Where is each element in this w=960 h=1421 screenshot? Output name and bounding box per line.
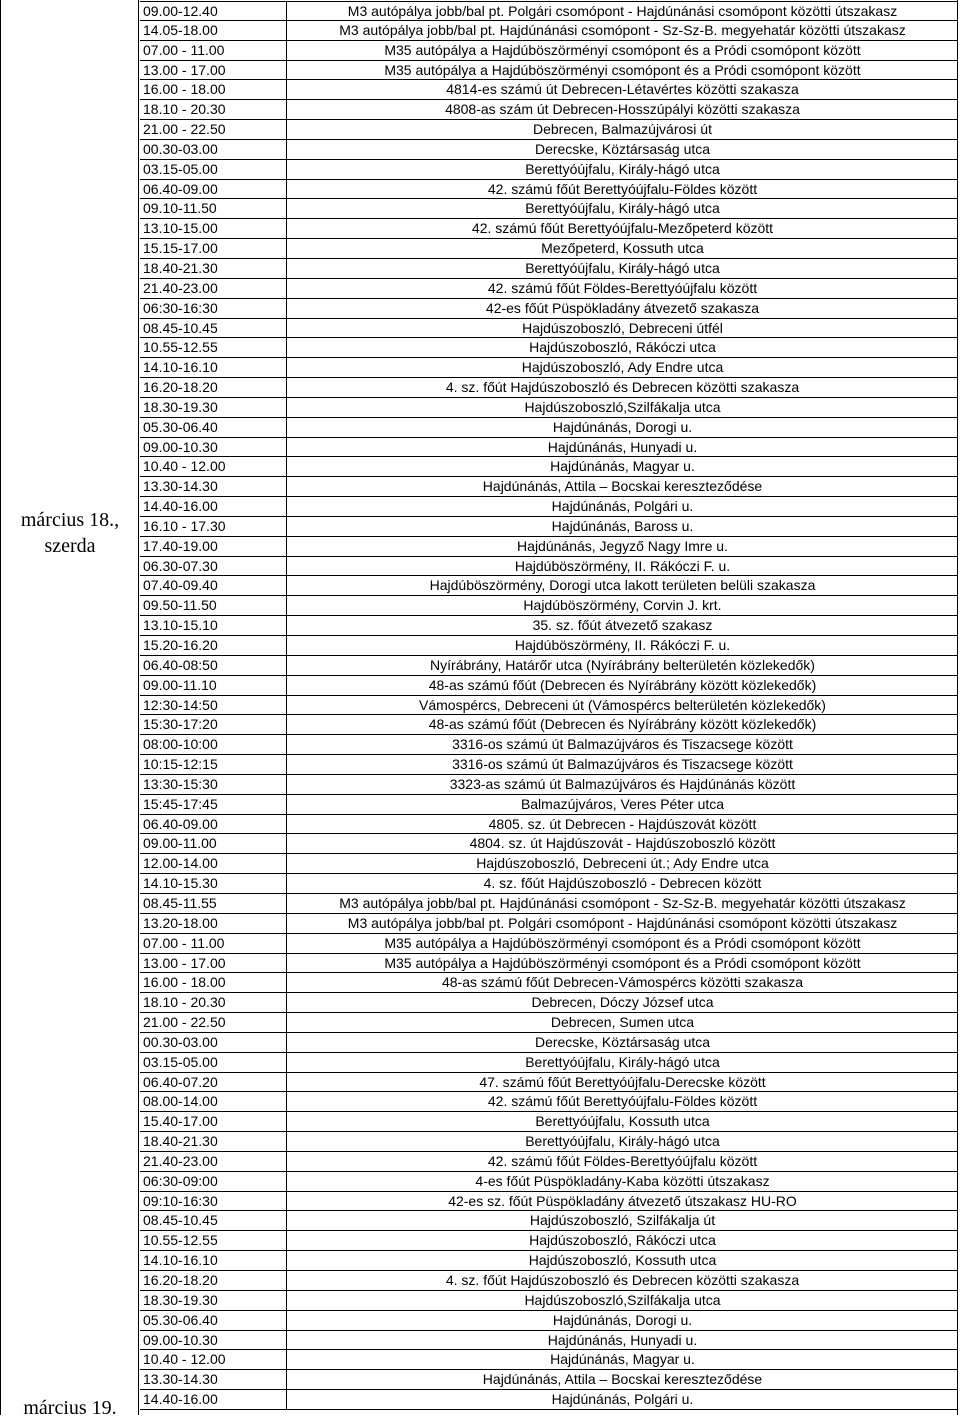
location-cell: 42. számú főút Földes-Berettyóújfalu között (487, 1152, 758, 1169)
time-cell: 09.10-11.50 (140, 199, 287, 218)
time-cell: 18.30-19.30 (140, 398, 287, 417)
location-cell: Hajdúnánás, Hunyadi u. (547, 1331, 698, 1348)
location-cell: Hajdúböszörmény, II. Rákóczi F. u. (514, 637, 731, 653)
time-cell: 18.40-21.30 (140, 1132, 287, 1151)
table-row (140, 1013, 958, 1033)
time-cell: 05.30-06.40 (140, 418, 287, 437)
time-cell: 15.20-16.20 (140, 636, 287, 655)
time-cell: 10.55-12.55 (140, 338, 287, 357)
location-cell: Hajdúszoboszló, Rákóczi utca (529, 1232, 716, 1249)
table-row (140, 973, 958, 993)
table-row (140, 219, 958, 239)
location-cell: 4805. sz. út Debrecen - Hajdúszovát között (488, 815, 757, 832)
time-cell: 00.30-03.00 (140, 1033, 287, 1052)
time-cell: 14.10-16.10 (140, 358, 287, 377)
table-row (140, 954, 958, 974)
time-cell: 09.00-10.30 (140, 438, 287, 457)
time-cell: 10.40 - 12.00 (140, 457, 287, 476)
location-cell: Derecske, Köztársaság utca (534, 1033, 711, 1050)
table-row (140, 1132, 958, 1152)
location-cell: 48-as számú főút (Debrecen és Nyírábrány között közlekedők) (428, 716, 817, 733)
location-cell: Berettyóújfalu, Király-hágó utca (525, 200, 720, 217)
table-row (140, 1172, 958, 1192)
time-cell: 06.40-08:50 (140, 656, 287, 675)
left-border-line (0, 0, 1, 1415)
table-row (140, 457, 958, 477)
location-cell: Hajdúszoboszló, Debreceni út.; Ady Endre utca (476, 855, 769, 872)
time-cell: 05.30-06.40 (140, 1311, 287, 1330)
table-row (140, 41, 958, 61)
time-cell: 13.30-14.30 (140, 1370, 287, 1389)
location-cell: 4. sz. főút Hajdúszoboszló - Debrecen között (483, 875, 762, 892)
location-cell: Berettyóújfalu, Király-hágó utca (525, 1053, 720, 1070)
table-row (140, 993, 958, 1013)
time-cell: 08.45-11.55 (140, 894, 287, 913)
table-row (140, 358, 958, 378)
time-cell: 08:00-10:00 (140, 735, 287, 754)
table-row (140, 914, 958, 934)
time-cell: 21.40-23.00 (140, 1152, 287, 1171)
time-cell: 06.40-09.00 (140, 815, 287, 834)
location-cell: Hajdúnánás, Polgári u. (551, 1391, 694, 1408)
location-cell: Hajdúnánás, Polgári u. (551, 498, 694, 515)
location-cell: Hajdúszoboszló, Debreceni útfél (522, 319, 723, 336)
location-cell: 48-as számú főút (Debrecen és Nyírábrány között közlekedők) (428, 676, 817, 693)
table-row (140, 279, 958, 299)
table-row (140, 1053, 958, 1073)
time-cell: 06.40-09.00 (140, 180, 287, 199)
table-row (140, 537, 958, 557)
time-cell: 16.00 - 18.00 (140, 80, 287, 99)
location-cell: Hajdúnánás, Attila – Bocskai kereszteződése (482, 1371, 763, 1388)
location-cell: M3 autópálya jobb/bal pt. Hajdúnánási csomópont - Sz-Sz-B. megyehatár közötti útszakasz (339, 21, 906, 38)
location-cell: Hajdúnánás, Magyar u. (550, 1351, 695, 1368)
time-cell: 07.40-09.40 (140, 576, 287, 595)
location-cell: M35 autópálya a Hajdúböszörményi csomópont és a Pródi csomópont között (384, 61, 861, 78)
location-cell: 3323-as számú út Balmazújváros és Hajdúnánás között (449, 775, 796, 792)
table-row (140, 834, 958, 854)
table-row (140, 735, 958, 755)
time-cell: 07.00 - 11.00 (140, 41, 287, 60)
time-cell: 13.30-14.30 (140, 477, 287, 496)
location-cell: 4808-as szám út Debrecen-Hosszúpályi közötti szakasza (445, 101, 800, 118)
location-cell: M3 autópálya jobb/bal pt. Hajdúnánási csomópont - Sz-Sz-B. megyehatár közötti útszakasz (339, 894, 906, 911)
time-cell: 13.00 - 17.00 (140, 954, 287, 973)
time-cell: 14.10-15.30 (140, 874, 287, 893)
table-row (140, 517, 958, 537)
date-cell-march-18 (6, 507, 134, 559)
table-row (140, 61, 958, 81)
time-cell: 14.10-16.10 (140, 1251, 287, 1270)
time-cell: 09.00-11.00 (140, 834, 287, 853)
location-cell: Berettyóújfalu, Király-hágó utca (525, 160, 720, 177)
location-cell: Vámospércs, Debreceni út (Vámospércs belterületén közlekedők) (419, 696, 826, 713)
location-cell: Hajdúnánás, Hunyadi u. (547, 438, 698, 455)
time-cell: 13.20-18.00 (140, 914, 287, 933)
location-cell: 42-es sz. főút Püspökladány átvezető útszakasz HU-RO (448, 1192, 797, 1209)
location-cell: Hajdúböszörmény, II. Rákóczi F. u. (514, 557, 731, 574)
time-cell: 09.00-12.40 (140, 2, 287, 20)
table-row (140, 715, 958, 735)
location-cell: M35 autópálya a Hajdúböszörményi csomópont és a Pródi csomópont között (384, 954, 861, 971)
date-label-march-19: március 19. (23, 1397, 117, 1419)
location-cell: Hajdúnánás, Jegyző Nagy Imre u. (517, 537, 728, 554)
time-cell: 09.00-10.30 (140, 1331, 287, 1350)
table-row (140, 874, 958, 894)
table-row (140, 854, 958, 874)
time-cell: 15:45-17:45 (140, 795, 287, 814)
table-row (140, 557, 958, 577)
time-cell: 21.40-23.00 (140, 279, 287, 298)
time-cell: 18.30-19.30 (140, 1291, 287, 1310)
table-row (140, 180, 958, 200)
table-row (140, 100, 958, 120)
time-cell: 14.40-16.00 (140, 1390, 287, 1409)
location-cell: Berettyóújfalu, Király-hágó utca (525, 259, 720, 276)
location-cell: Hajdúnánás, Attila – Bocskai kereszteződése (482, 478, 763, 495)
time-cell: 00.30-03.00 (140, 140, 287, 159)
time-cell: 18.10 - 20.30 (140, 993, 287, 1012)
location-cell: Hajdúnánás, Magyar u. (550, 458, 695, 475)
time-cell: 15.15-17.00 (140, 239, 287, 258)
table-row (140, 755, 958, 775)
table-row (140, 656, 958, 676)
table-row (140, 775, 958, 795)
table-row (140, 398, 958, 418)
table-row (140, 636, 958, 656)
time-cell: 06:30-09:00 (140, 1172, 287, 1191)
table-row (140, 21, 958, 41)
table-row (140, 418, 958, 438)
time-cell: 10.55-12.55 (140, 1231, 287, 1250)
table-row (140, 815, 958, 835)
table-row (140, 1, 958, 21)
table-row (140, 1390, 958, 1410)
time-cell: 09:10-16:30 (140, 1192, 287, 1211)
location-cell: 42. számú főút Berettyóújfalu-Mezőpeterd között (471, 220, 774, 237)
time-cell: 15:30-17:20 (140, 715, 287, 734)
time-cell: 03.15-05.00 (140, 1053, 287, 1072)
table-row (140, 1092, 958, 1112)
table-row (140, 319, 958, 339)
table-row (140, 1112, 958, 1132)
location-cell: Derecske, Köztársaság utca (534, 140, 711, 157)
table-row (140, 1211, 958, 1231)
date-label-march-18: március 18., szerda (20, 509, 120, 557)
table-row (140, 497, 958, 517)
location-cell: 4. sz. főút Hajdúszoboszló és Debrecen közötti szakasza (445, 1272, 800, 1288)
table-row (140, 259, 958, 279)
table-row (140, 1033, 958, 1053)
location-cell: Debrecen, Dóczy József utca (531, 994, 714, 1011)
location-cell: Hajdúszoboszló, Szilfákalja út (529, 1212, 716, 1229)
time-cell: 13.10-15.10 (140, 616, 287, 635)
location-cell: 4804. sz. út Hajdúszovát - Hajdúszoboszló között (469, 835, 776, 852)
table-row (140, 1291, 958, 1311)
time-cell: 15.40-17.00 (140, 1112, 287, 1131)
time-cell: 07.00 - 11.00 (140, 934, 287, 953)
time-cell: 21.00 - 22.50 (140, 1013, 287, 1032)
table-row (140, 378, 958, 398)
date-divider-line (138, 0, 139, 1415)
location-cell: M35 autópálya a Hajdúböszörményi csomópont és a Pródi csomópont között (384, 934, 861, 951)
time-cell: 14.05-18.00 (140, 21, 287, 40)
time-cell: 18.10 - 20.30 (140, 100, 287, 119)
table-row (140, 1251, 958, 1271)
table-row (140, 795, 958, 815)
table-row (140, 894, 958, 914)
time-cell: 10:15-12:15 (140, 755, 287, 774)
table-row (140, 1271, 958, 1291)
time-cell: 16.20-18.20 (140, 378, 287, 397)
location-cell: 4-es főút Püspökladány-Kaba közötti útszakasz (475, 1172, 770, 1189)
table-row (140, 239, 958, 259)
time-cell: 18.40-21.30 (140, 259, 287, 278)
location-cell: 4. sz. főút Hajdúszoboszló és Debrecen közötti szakasza (445, 379, 800, 396)
location-cell: 4814-es számú út Debrecen-Létavértes közötti szakasza (446, 81, 799, 98)
table-row (140, 160, 958, 180)
time-cell: 13.10-15.00 (140, 219, 287, 238)
location-cell: Debrecen, Balmazújvárosi út (533, 121, 712, 138)
table-row (140, 120, 958, 140)
time-cell: 21.00 - 22.50 (140, 120, 287, 139)
table-row (140, 1192, 958, 1212)
time-cell: 08.00-14.00 (140, 1092, 287, 1111)
location-cell: 48-as számú főút Debrecen-Vámospércs közötti szakasza (441, 974, 804, 991)
location-cell: 3316-os számú út Balmazújváros és Tiszacsege között (452, 736, 793, 753)
location-cell: Debrecen, Sumen utca (550, 1014, 695, 1031)
time-cell: 12:30-14:50 (140, 696, 287, 715)
table-row (140, 80, 958, 100)
table-row (140, 1370, 958, 1390)
location-cell: Berettyóújfalu, Kossuth utca (535, 1113, 710, 1130)
date-cell-march-19 (6, 1395, 134, 1421)
schedule-table (140, 1, 958, 1410)
time-cell: 03.15-05.00 (140, 160, 287, 179)
location-cell: M35 autópálya a Hajdúböszörményi csomópont és a Pródi csomópont között (384, 41, 861, 58)
table-row (140, 676, 958, 696)
time-cell: 17.40-19.00 (140, 537, 287, 556)
table-row (140, 1331, 958, 1351)
time-cell: 10.40 - 12.00 (140, 1350, 287, 1369)
location-cell: 42. számú főút Földes-Berettyóújfalu között (487, 279, 758, 296)
location-cell: Hajdúnánás, Baross u. (551, 517, 694, 534)
time-cell: 14.40-16.00 (140, 497, 287, 516)
time-cell: 12.00-14.00 (140, 854, 287, 873)
location-cell: Berettyóújfalu, Király-hágó utca (525, 1133, 720, 1150)
time-cell: 09.00-11.10 (140, 676, 287, 695)
table-row (140, 596, 958, 616)
table-row (140, 1231, 958, 1251)
time-cell: 16.00 - 18.00 (140, 973, 287, 992)
time-cell: 16.20-18.20 (140, 1271, 287, 1290)
table-row (140, 199, 958, 219)
table-row (140, 299, 958, 319)
table-row (140, 1311, 958, 1331)
table-row (140, 1073, 958, 1093)
time-cell: 06:30-16:30 (140, 299, 287, 318)
table-row (140, 696, 958, 716)
time-cell: 08.45-10.45 (140, 319, 287, 338)
location-cell: Hajdúnánás, Dorogi u. (552, 418, 693, 435)
location-cell: Hajdúszoboszló, Kossuth utca (528, 1252, 717, 1269)
location-cell: Nyírábrány, Határőr utca (Nyírábrány belterületén közlekedők) (430, 656, 815, 673)
location-cell: 42-es főút Püspökladány átvezető szakasza (485, 299, 760, 316)
location-cell: 3316-os számú út Balmazújváros és Tiszacsege között (452, 756, 793, 773)
time-cell: 13:30-15:30 (140, 775, 287, 794)
time-cell: 06.40-07.20 (140, 1073, 287, 1092)
table-row (140, 438, 958, 458)
location-cell: M3 autópálya jobb/bal pt. Polgári csomópont - Hajdúnánási csomópont közötti útszakasz (347, 3, 898, 19)
time-cell: 08.45-10.45 (140, 1211, 287, 1230)
location-cell: Hajdúnánás, Dorogi u. (552, 1311, 693, 1328)
time-cell: 16.10 - 17.30 (140, 517, 287, 536)
table-row (140, 616, 958, 636)
time-cell: 13.00 - 17.00 (140, 61, 287, 80)
table-row (140, 477, 958, 497)
location-cell: 42. számú főút Berettyóújfalu-Földes között (487, 1093, 758, 1110)
table-row (140, 1350, 958, 1370)
location-cell: M3 autópálya jobb/bal pt. Polgári csomópont - Hajdúnánási csomópont közötti útszakasz (347, 914, 898, 931)
time-cell: 09.50-11.50 (140, 596, 287, 615)
location-cell: 35. sz. főút átvezető szakasz (532, 617, 713, 634)
table-row (140, 934, 958, 954)
location-cell: 42. számú főút Berettyóújfalu-Földes között (487, 180, 758, 197)
location-cell: Hajdúböszörmény, Corvin J. krt. (523, 597, 722, 614)
location-cell: Hajdúszoboszló,Szilfákalja utca (524, 398, 721, 415)
location-cell: Mezőpeterd, Kossuth utca (541, 240, 704, 257)
table-row (140, 140, 958, 160)
time-cell: 06.30-07.30 (140, 557, 287, 576)
table-row (140, 1152, 958, 1172)
location-cell: Hajdúszoboszló, Rákóczi utca (529, 339, 716, 356)
location-cell: 47. számú főút Berettyóújfalu-Derecske között (479, 1073, 766, 1090)
location-cell: Hajdúböszörmény, Dorogi utca lakott területen belüli szakasza (429, 577, 816, 594)
table-row (140, 576, 958, 596)
location-cell: Balmazújváros, Veres Péter utca (520, 795, 725, 812)
location-cell: Hajdúszoboszló,Szilfákalja utca (524, 1291, 721, 1308)
location-cell: Hajdúszoboszló, Ady Endre utca (521, 359, 724, 376)
table-row (140, 338, 958, 358)
